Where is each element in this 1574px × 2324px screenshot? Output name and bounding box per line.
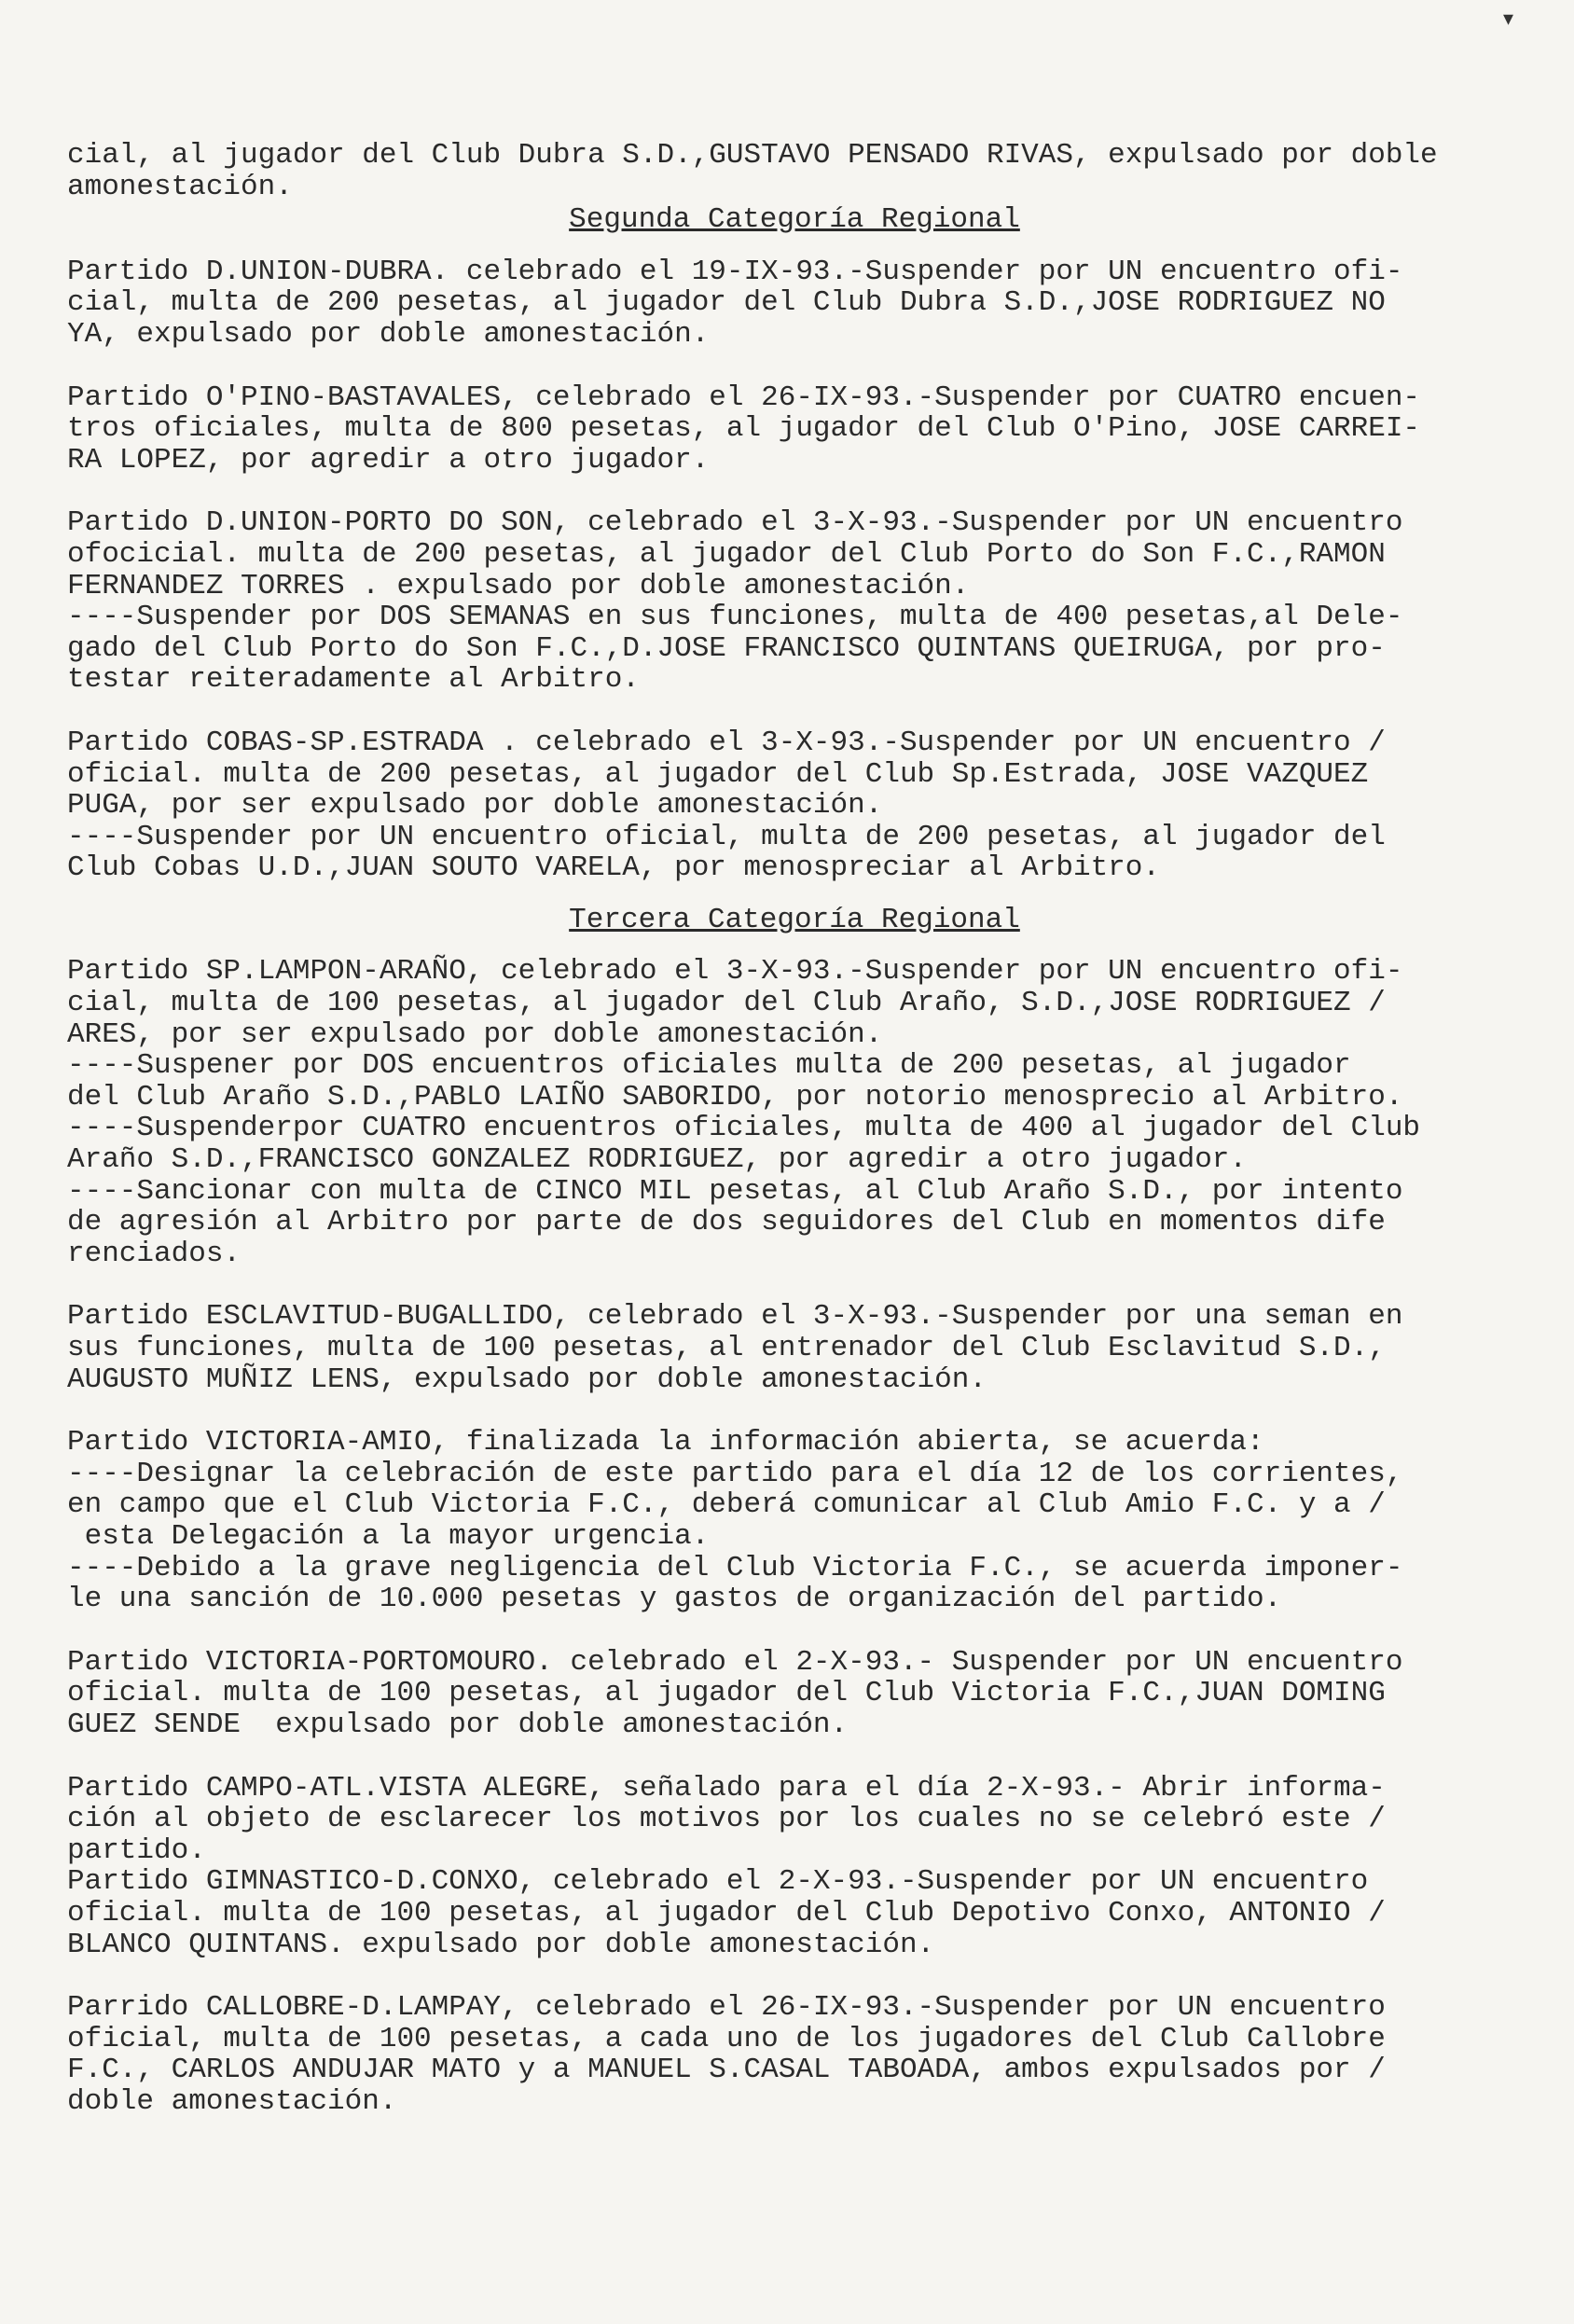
text-line: ----Suspender por DOS SEMANAS en sus funciones, multa de 400 pesetas,al Dele- <box>67 601 1403 634</box>
text-line: ción al objeto de esclarecer los motivos por los cuales no se celebró este / <box>67 1803 1386 1836</box>
text-line: Partido O'PINO-BASTAVALES, celebrado el 26-IX-93.-Suspender por CUATRO encuen- <box>67 380 1421 414</box>
text-line: ----Suspender por UN encuentro oficial, multa de 200 pesetas, al jugador del <box>67 820 1386 853</box>
text-line: en campo que el Club Victoria F.C., deberá comunicar al Club Amio F.C. y a / <box>67 1488 1386 1522</box>
text-line: PUGA, por ser expulsado por doble amonestación. <box>67 789 883 823</box>
paragraph <box>67 507 1522 696</box>
text-line: FERNANDEZ TORRES . expulsado por doble amonestación. <box>67 569 970 602</box>
text-line: partido. <box>67 1833 206 1867</box>
text-line: Partido GIMNASTICO-D.CONXO, celebrado el 2-X-93.-Suspender por UN encuentro <box>67 1865 1369 1899</box>
text-line: ----Suspenderpor CUATRO encuentros oficiales, multa de 400 al jugador del Club <box>67 1112 1421 1145</box>
text-line: ofocicial. multa de 200 pesetas, al jugador del Club Porto do Son F.C.,RAMON <box>67 537 1386 571</box>
paragraph <box>67 956 1522 1269</box>
text-line: sus funciones, multa de 100 pesetas, al entrenador del Club Esclavitud S.D., <box>67 1332 1386 1364</box>
paragraph <box>67 1992 1522 2117</box>
text-line: Partido D.UNION-DUBRA. celebrado el 19-IX-93.-Suspender por UN encuentro ofi- <box>67 255 1403 288</box>
text-line: testar reiteradamente al Arbitro. <box>67 663 640 697</box>
text-line: RA LOPEZ, por agredir a otro jugador. <box>67 443 710 477</box>
text-line: oficial. multa de 100 pesetas, al jugador del Club Depotivo Conxo, ANTONIO / <box>67 1896 1386 1930</box>
document-body <box>67 140 1522 2117</box>
text-line: gado del Club Porto do Son F.C.,D.JOSE FRANCISCO QUINTANS QUEIRUGA, por pro- <box>67 631 1386 665</box>
section-heading-tercera: Tercera Categoría Regional <box>569 903 1020 936</box>
text-line: cial, al jugador del Club Dubra S.D.,GUSTAVO PENSADO RIVAS, expulsado por doble <box>67 139 1438 172</box>
text-line: YA, expulsado por doble amonestación. <box>67 317 710 351</box>
paragraph <box>67 382 1522 477</box>
text-line: Araño S.D.,FRANCISCO GONZALEZ RODRIGUEZ, por agredir a otro jugador. <box>67 1143 1248 1177</box>
text-line: renciados. <box>67 1237 242 1270</box>
text-line: ----Debido a la grave negligencia del Club Victoria F.C., se acuerda imponer- <box>67 1551 1403 1584</box>
text-line: Partido VICTORIA-PORTOMOURO. celebrado el 2-X-93.- Suspender por UN encuentro <box>67 1645 1403 1679</box>
text-line: Partido VICTORIA-AMIO, finalizada la información abierta, se acuerda: <box>67 1426 1264 1459</box>
text-line: tros oficiales, multa de 800 pesetas, al jugador del Club O'Pino, JOSE CARREI- <box>67 412 1421 446</box>
text-line: Club Cobas U.D.,JUAN SOUTO VARELA, por menospreciar al Arbitro. <box>67 851 1160 885</box>
text-line: del Club Araño S.D.,PABLO LAIÑO SABORIDO, por notorio menosprecio al Arbitro. <box>67 1080 1403 1114</box>
text-line: F.C., CARLOS ANDUJAR MATO y a MANUEL S.CASAL TABOADA, ambos expulsados por / <box>67 2054 1386 2087</box>
text-line: ----Sancionar con multa de CINCO MIL pesetas, al Club Araño S.D., por intento <box>67 1174 1403 1208</box>
text-line: ----Designar la celebración de este partido para el día 12 de los corrientes, <box>67 1457 1403 1490</box>
section-heading-segunda: Segunda Categoría Regional <box>569 203 1020 237</box>
text-line: BLANCO QUINTANS. expulsado por doble amonestación. <box>67 1928 935 1961</box>
text-line: amonestación. <box>67 170 293 203</box>
text-line: ----Suspener por DOS encuentros oficiales multa de 200 pesetas, al jugador <box>67 1049 1351 1083</box>
text-line: Parrido CALLOBRE-D.LAMPAY, celebrado el 26-IX-93.-Suspender por UN encuentro <box>67 1991 1386 2025</box>
text-line: Partido COBAS-SP.ESTRADA . celebrado el 3-X-93.-Suspender por UN encuentro / <box>67 726 1386 759</box>
paragraph <box>67 1866 1522 1960</box>
text-line: oficial, multa de 100 pesetas, a cada uno de los jugadores del Club Callobre <box>67 2022 1386 2055</box>
text-line: de agresión al Arbitro por parte de dos seguidores del Club en momentos dife <box>67 1206 1386 1239</box>
text-line: GUEZ SENDE expulsado por doble amonestación. <box>67 1708 849 1741</box>
text-line: Partido ESCLAVITUD-BUGALLIDO, celebrado el 3-X-93.-Suspender por una seman en <box>67 1300 1403 1334</box>
text-line: ARES, por ser expulsado por doble amonestación. <box>67 1017 883 1051</box>
text-line: Partido CAMPO-ATL.VISTA ALEGRE, señalado para el día 2-X-93.- Abrir informa- <box>67 1771 1386 1805</box>
corner-mark: ▾ <box>1503 7 1514 31</box>
text-line: AUGUSTO MUÑIZ LENS, expulsado por doble amonestación. <box>67 1363 987 1396</box>
paragraph <box>67 1427 1522 1615</box>
text-line: esta Delegación a la mayor urgencia. <box>67 1519 710 1553</box>
paragraph <box>67 727 1522 884</box>
text-line: cial, multa de 100 pesetas, al jugador del Club Araño, S.D.,JOSE RODRIGUEZ / <box>67 987 1386 1020</box>
paragraph <box>67 1647 1522 1741</box>
paragraph <box>67 1301 1522 1395</box>
text-line: cial, multa de 200 pesetas, al jugador del Club Dubra S.D.,JOSE RODRIGUEZ NO <box>67 286 1386 320</box>
text-line: le una sanción de 10.000 pesetas y gastos de organización del partido. <box>67 1583 1282 1616</box>
paragraph <box>67 1773 1522 1867</box>
paragraph <box>67 256 1522 351</box>
intro-paragraph <box>67 140 1522 202</box>
text-line: oficial. multa de 200 pesetas, al jugador del Club Sp.Estrada, JOSE VAZQUEZ <box>67 757 1369 791</box>
text-line: doble amonestación. <box>67 2084 397 2118</box>
text-line: Partido SP.LAMPON-ARAÑO, celebrado el 3-X-93.-Suspender por UN encuentro ofi- <box>67 955 1403 989</box>
text-line: Partido D.UNION-PORTO DO SON, celebrado el 3-X-93.-Suspender por UN encuentro <box>67 506 1403 540</box>
text-line: oficial. multa de 100 pesetas, al jugador del Club Victoria F.C.,JUAN DOMING <box>67 1677 1386 1710</box>
